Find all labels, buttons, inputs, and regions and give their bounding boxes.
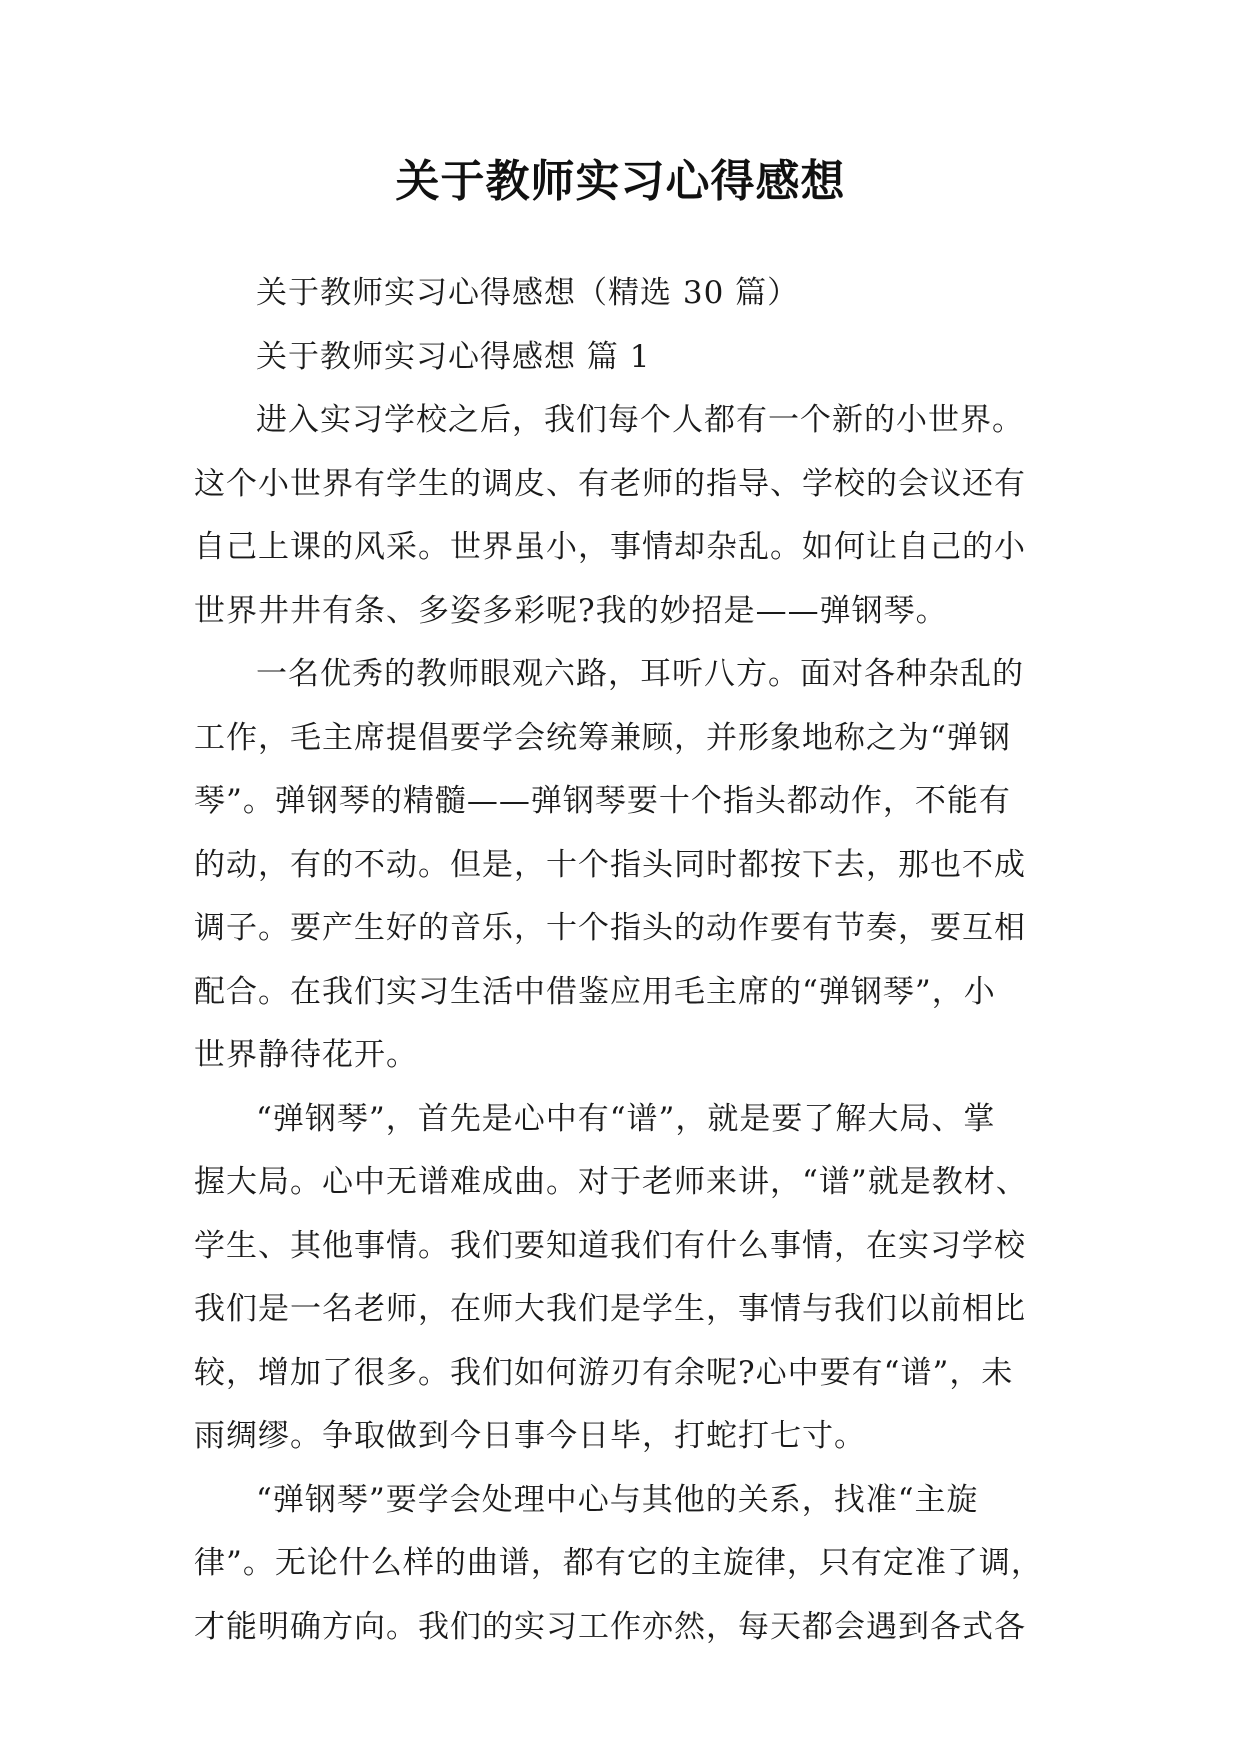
text-line: 握大局。心中无谱难成曲。对于老师来讲，“谱”就是教材、 — [194, 1164, 1028, 1200]
text-line: 自己上课的风采。世界虽小，事情却杂乱。如何让自己的小 — [194, 529, 1026, 565]
document-title: 关于教师实习心得感想 — [395, 156, 846, 207]
text-line: 琴”。弹钢琴的精髓——弹钢琴要十个指头都动作，不能有 — [194, 783, 1011, 819]
text-line: 世界井井有条、多姿多彩呢?我的妙招是——弹钢琴。 — [194, 592, 948, 629]
document-body — [194, 262, 1054, 1659]
text-line: 工作，毛主席提倡要学会统筹兼顾，并形象地称之为“弹钢 — [194, 719, 1011, 756]
text-line: 我们是一名老师，在师大我们是学生，事情与我们以前相比 — [194, 1291, 1026, 1327]
text-line: 关于教师实习心得感想（精选 30 篇） — [256, 275, 800, 311]
text-line: 律”。无论什么样的曲谱，都有它的主旋律，只有定准了调， — [194, 1545, 1043, 1581]
text-line: 的动，有的不动。但是，十个指头同时都按下去，那也不成 — [194, 846, 1026, 883]
text-line: 调子。要产生好的音乐，十个指头的动作要有节奏，要互相 — [194, 910, 1026, 946]
text-line: 学生、其他事情。我们要知道我们有什么事情，在实习学校 — [194, 1227, 1026, 1264]
text-line: 一名优秀的教师眼观六路，耳听八方。面对各种杂乱的 — [256, 656, 1024, 692]
text-line: 较，增加了很多。我们如何游刃有余呢?心中要有“谱”，未 — [194, 1354, 1014, 1391]
text-line: 配合。在我们实习生活中借鉴应用毛主席的“弹钢琴”，小 — [194, 973, 996, 1010]
text-line: 关于教师实习心得感想 篇 1 — [256, 338, 651, 375]
text-line: 进入实习学校之后，我们每个人都有一个新的小世界。 — [256, 402, 1024, 438]
text-line: “弹钢琴”，首先是心中有“谱”，就是要了解大局、掌 — [256, 1100, 996, 1137]
text-line: 这个小世界有学生的调皮、有老师的指导、学校的会议还有 — [194, 465, 1026, 502]
text-line: 雨绸缪。争取做到今日事今日毕，打蛇打七寸。 — [194, 1418, 866, 1454]
text-line: “弹钢琴”要学会处理中心与其他的关系，找准“主旋 — [256, 1481, 979, 1518]
text-line: 才能明确方向。我们的实习工作亦然，每天都会遇到各式各 — [194, 1608, 1026, 1645]
text-line: 世界静待花开。 — [194, 1037, 418, 1073]
